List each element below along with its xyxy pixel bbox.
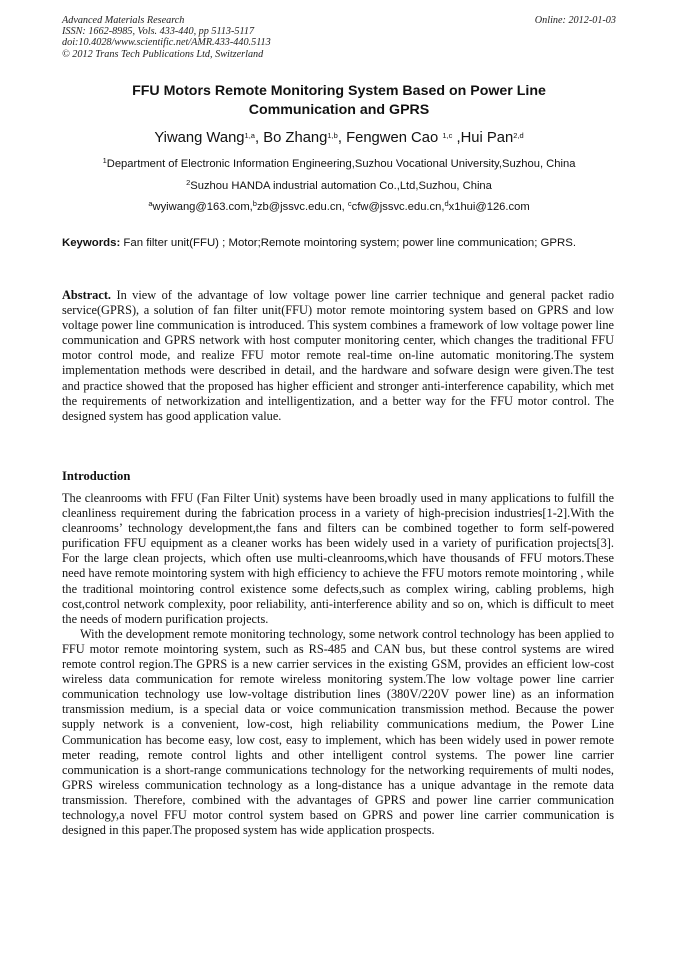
affiliation-text: Suzhou HANDA industrial automation Co.,Ltd,Suzhou, China — [190, 180, 492, 192]
author-name: Bo Zhang — [263, 130, 328, 146]
title-line-1: FFU Motors Remote Monitoring System Based on Power Line — [132, 83, 546, 99]
introduction-body — [62, 491, 614, 838]
issn-line: ISSN: 1662-8985, Vols. 433-440, pp 5113-5117 — [62, 26, 255, 38]
keywords-block — [62, 236, 614, 251]
email-mark: d — [444, 199, 449, 208]
email-address: zb@jssvc.edu.cn, — [256, 201, 348, 213]
section-heading-introduction: Introduction — [62, 469, 131, 483]
author-separator: , — [254, 130, 264, 146]
email-address: cfw@jssvc.edu.cn, — [351, 201, 445, 213]
doi-line: doi:10.4028/www.scientific.net/AMR.433-440.5113 — [62, 37, 271, 49]
copyright-line: © 2012 Trans Tech Publications Ltd, Switzerland — [62, 48, 264, 60]
author-affiliation-mark: 1,b — [327, 131, 338, 140]
author-affiliation-mark: 1,c — [442, 131, 453, 140]
abstract-block — [62, 288, 614, 424]
author-affiliation-mark: 1,a — [244, 131, 255, 140]
author-name: Fengwen Cao — [346, 130, 443, 146]
email-mark: a — [148, 199, 153, 208]
affiliation-1 — [62, 157, 616, 171]
abstract-text: In view of the advantage of low voltage power line carrier technique and general packet radio service(GPRS), a solution of fan filter unit(FFU) motor remote mointoring system based on GPRS and low voltage power line communication is introduced. This system combines a framework of low voltage power line communication and GPRS network with host computer monitoring center, which changes the traditional FFU motor control mode, and realize FFU motor remote real-time on-line automatic monitoring.The system implementation methods were described in detail, and the hardware and sofware design were given.The test and practice showed that the proposed has higher efficient and stronger anti-interference capability, which met the requirements of networkization and intelligentization, and a better way for the FFU motor control. The designed system has good application value. — [62, 288, 614, 423]
affiliation-mark: 2 — [186, 178, 191, 187]
email-mark: b — [252, 199, 257, 208]
email-address: x1hui@126.com — [448, 201, 530, 213]
email-mark: c — [347, 199, 352, 208]
email-address: wyiwang@163.com, — [152, 201, 253, 213]
author-separator: , — [337, 130, 347, 146]
email-list — [62, 200, 616, 214]
author-affiliation-mark: 2,d — [513, 131, 524, 140]
journal-header — [62, 15, 616, 60]
title-line-2: Communication and GPRS — [248, 102, 430, 118]
keywords-label: Keywords: — [62, 237, 121, 249]
affiliation-2 — [62, 179, 616, 193]
author-separator: , — [452, 130, 461, 146]
introduction-paragraph: With the development remote monitoring technology, some network control technology has been applied to FFU motor remote mointoring system, such as RS-485 and CAN bus, but these control systems are wired remote control region.The GPRS is a new carrier services in the existing GSM, provides an efficient low-cost wireless data communication for remote wireless monitoring system.The low voltage power line carrier communication technology use low-voltage distribution lines (380V/220V power line) as an information transmission medium, is a special data or voice communication transmission method. Because the power supply network is a convenient, low-cost, high reliability communications medium, the Power Line Communication has become easy, low cost, easy to implement, which has been widely used in power remote meter reading, remote control lights and other intelligent control systems. The power line carrier communication is a short-range communications technology for the networking requirements of multi nodes, GPRS wireless communication technology as a long-distance has a unique advantage in the remote data transmission. Therefore, combined with the advantages of GPRS and power line carrier communication technology,a novel FFU motor control system based on GPRS and power line carrier communication is designed in this paper.The proposed system has wide application prospects. — [62, 626, 614, 838]
paper-title — [62, 82, 616, 120]
affiliation-mark: 1 — [102, 156, 107, 165]
keywords-text: Fan filter unit(FFU) ; Motor;Remote mointoring system; power line communication; GPRS. — [120, 237, 577, 249]
abstract-label: Abstract. — [62, 288, 112, 302]
author-name: Hui Pan — [460, 130, 514, 146]
author-name: Yiwang Wang — [154, 130, 245, 146]
introduction-paragraph: The cleanrooms with FFU (Fan Filter Unit) systems have been broadly used in many applications to fulfill the cleanliness requirement during the fabrication process in a variety of high-precision industries[1-2].With the cleanrooms’ technology development,the fans and filters can be combined together to form self-powered purification FFU equipment as a cleaner works has been widely used in a variety of purification projects[3]. For the large clean projects, which often use multi-cleanrooms,which have thousands of FFU motors.These need have remote mointoring system with high efficiency to achieve the FFU motors remote mointoring , while the traditional mointoring control existence some defects,such as complex wiring, cabling problems, high cost,control network complexity, poor reliability, anti-interference ability and so on, which is difficult to meet the needs of modern purification projects. — [62, 491, 614, 626]
journal-name: Advanced Materials Research — [62, 15, 185, 26]
author-list — [62, 129, 616, 147]
online-date: Online: 2012-01-03 — [534, 15, 616, 26]
affiliation-text: Department of Electronic Information Engineering,Suzhou Vocational University,Suzhou, China — [106, 158, 576, 170]
